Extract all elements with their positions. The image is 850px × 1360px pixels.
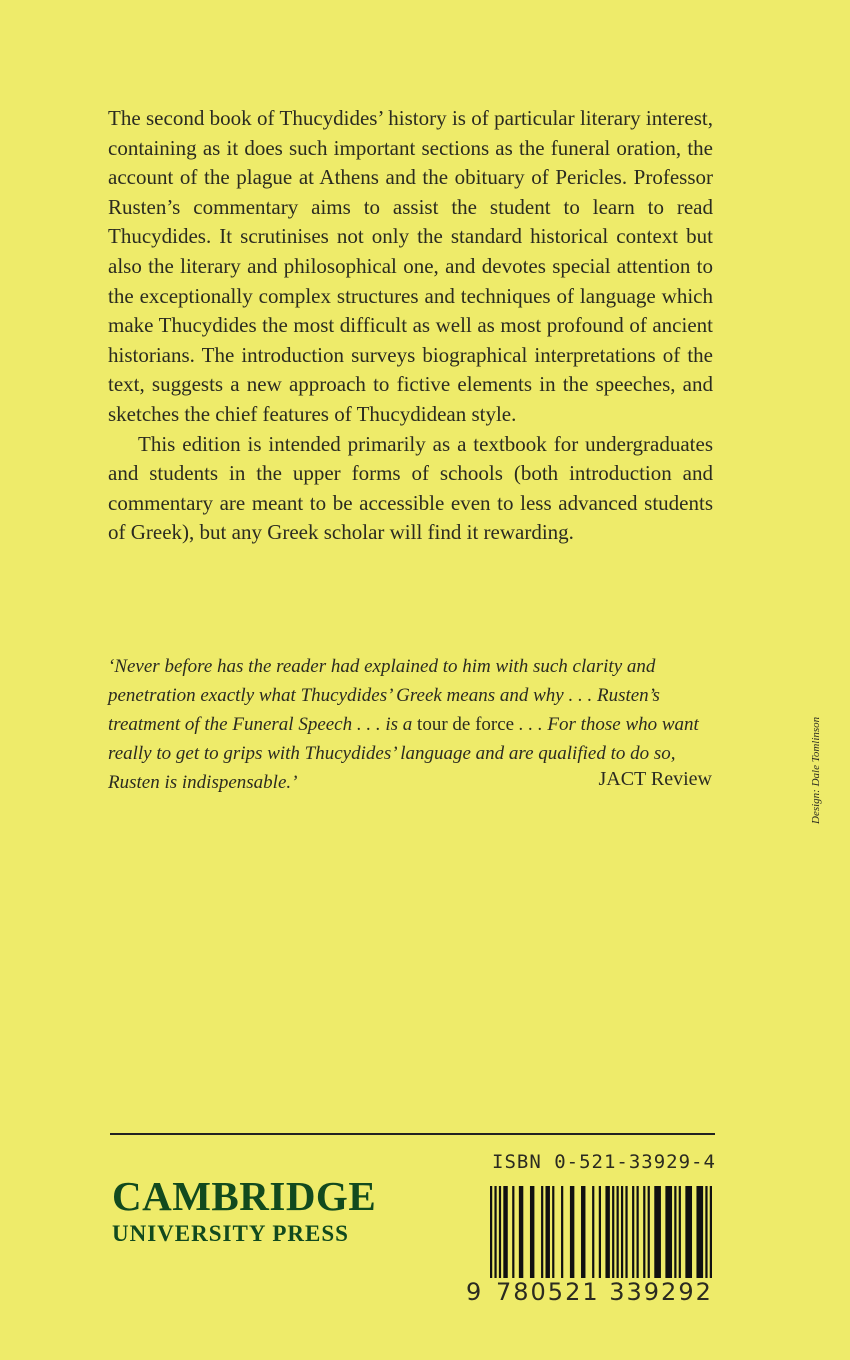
- quote-part-1: ‘Never before has the reader had explained to him with such clarity and penetration exactly what Thucydides’ Greek means and why . . . Rusten’s treatment of the Funeral Speech . . . is a: [108, 656, 660, 735]
- barcode-bar: [570, 1186, 574, 1278]
- barcode-bar: [519, 1186, 523, 1278]
- barcode-bar: [621, 1186, 623, 1278]
- barcode-bar: [494, 1186, 496, 1278]
- barcode-bar: [637, 1186, 639, 1278]
- barcode-bar: [674, 1186, 676, 1278]
- barcode-bar: [592, 1186, 594, 1278]
- publisher-subtitle: UNIVERSITY PRESS: [112, 1221, 349, 1246]
- isbn-label: ISBN 0-521-33929-4: [492, 1151, 716, 1173]
- barcode-bar: [546, 1186, 550, 1278]
- barcode-bar: [612, 1186, 614, 1278]
- review-source: JACT Review: [598, 768, 712, 790]
- barcode-bar: [599, 1186, 601, 1278]
- barcode-bar: [696, 1186, 703, 1278]
- blurb-paragraph-2: This edition is intended primarily as a textbook for undergraduates and students in the upper forms of schools (both introduction and commentary are meant to be accessible even to less advanced students of Greek), but any Greek scholar will find it rewarding.: [108, 431, 713, 545]
- barcode-bar: [705, 1186, 707, 1278]
- quote-part-2: . . . For those who want really to get to grips with Thucydides’ language and are qualified to do so, Rusten is indispensable.’: [108, 714, 699, 793]
- quote-roman-phrase: tour de force: [417, 714, 515, 735]
- barcode-bar: [512, 1186, 514, 1278]
- barcode-first-digit: 9: [466, 1278, 482, 1306]
- divider-rule: [110, 1133, 715, 1135]
- barcode-bar: [490, 1186, 492, 1278]
- barcode-digit-string: 780521 339292: [496, 1278, 713, 1306]
- barcode-bar: [530, 1186, 534, 1278]
- barcode-bar: [581, 1186, 585, 1278]
- design-credit: Design: Dale Tomlinson: [810, 716, 822, 824]
- back-cover-blurb: [108, 104, 713, 548]
- barcode-bar: [632, 1186, 634, 1278]
- barcode: [490, 1186, 712, 1278]
- barcode-bar: [665, 1186, 672, 1278]
- barcode-bar: [648, 1186, 650, 1278]
- barcode-bar: [617, 1186, 619, 1278]
- barcode-bar: [679, 1186, 681, 1278]
- barcode-bar: [654, 1186, 661, 1278]
- barcode-bar: [552, 1186, 554, 1278]
- barcode-bar: [561, 1186, 563, 1278]
- barcode-bar: [541, 1186, 543, 1278]
- barcode-bar: [625, 1186, 627, 1278]
- publisher-logo: [112, 1172, 376, 1248]
- barcode-bar: [710, 1186, 712, 1278]
- barcode-bar: [605, 1186, 609, 1278]
- blurb-paragraph-1: The second book of Thucydides’ history is of particular literary interest, containing as it does such important sections as the funeral oration, the account of the plague at Athens and the obituary of Pericles. Professor Rusten’s commentary aims to assist the student to learn to read Thucydides. It scrutinises not only the standard historical context but also the literary and philosophical one, and devotes special attention to the exceptionally complex structures and techniques of language which make Thucydides the most difficult as well as most profound of ancient historians. The introduction surveys biographical interpretations of the text, suggests a new approach to fictive elements in the speeches, and sketches the chief features of Thucydidean style.: [108, 106, 713, 426]
- barcode-bar: [643, 1186, 645, 1278]
- barcode-bar: [503, 1186, 507, 1278]
- publisher-name: CAMBRIDGE: [112, 1173, 377, 1219]
- barcode-bar: [499, 1186, 501, 1278]
- barcode-bar: [685, 1186, 692, 1278]
